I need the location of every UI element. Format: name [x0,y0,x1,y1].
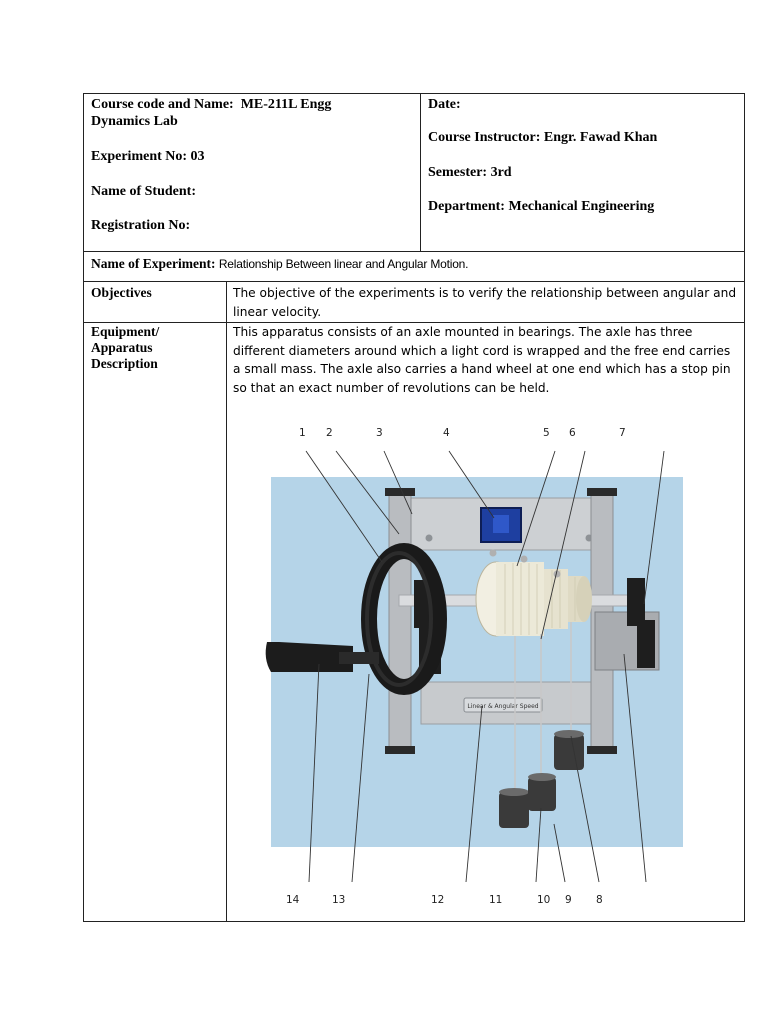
row-divider [84,281,744,282]
right-support-block [637,620,655,668]
callout-6: 6 [569,427,576,439]
student-name-label: Name of Student: [91,184,196,199]
weight-medium [528,773,556,811]
callout-4: 4 [443,427,450,439]
objectives-label: Objectives [91,285,152,300]
callout-13: 13 [332,894,346,906]
header-divider [420,94,421,251]
callout-3: 3 [376,427,383,439]
callout-5: 5 [543,427,550,439]
callout-8: 8 [596,894,603,906]
display-digit [493,515,509,533]
callout-14: 14 [286,894,300,906]
equipment-label: Equipment/ Apparatus Description [91,324,160,371]
weight-small [554,730,584,770]
lab-sheet-table [83,93,745,922]
registration-no-label: Registration No: [91,218,191,233]
left-post [389,492,411,750]
drum-medium [544,569,568,629]
equipment-description: This apparatus consists of an axle mounted in bearings. The axle has three different diameters around which a light cord is wrapped and the free end carries a small mass. The axle also carries a hand wheel at one end which has a stop pin so that an exact number of revolutions can be held. [233,325,731,395]
callout-2: 2 [326,427,333,439]
experiment-name-row [91,255,731,273]
left-post-foot [385,746,415,754]
callout-12: 12 [431,894,445,906]
experiment-name-value: Relationship Between linear and Angular Motion. [218,257,469,271]
callout-11: 11 [489,894,503,906]
date-label: Date: [428,97,461,112]
nameplate-text: Linear & Angular Speed [467,703,539,710]
callout-10: 10 [537,894,551,906]
apparatus-figure [249,414,724,914]
semester: Semester: 3rd [428,165,512,180]
bolt [426,535,433,542]
handle-shaft [339,652,379,664]
left-post-cap [385,488,415,496]
callout-9: 9 [565,894,572,906]
stop-pin [490,550,497,557]
right-post-foot [587,746,617,754]
weight-large [499,788,529,828]
drum-end [576,576,592,622]
experiment-name-label: Name of Experiment: [91,256,216,271]
label-column-divider [226,281,227,922]
row-divider [84,251,744,252]
stop-pin [521,556,528,563]
course-instructor: Course Instructor: Engr. Fawad Khan [428,130,658,145]
right-post-cap [587,488,617,496]
objectives-text: The objective of the experiments is to verify the relationship between angular and linear velocity. [233,286,737,319]
callout-7: 7 [619,427,626,439]
department: Department: Mechanical Engineering [428,199,655,214]
course-code-and-name: Course code and Name: ME-211L Engg Dynamics Lab [91,97,332,129]
callout-1: 1 [299,427,306,439]
right-bearing [627,578,645,626]
experiment-no: Experiment No: 03 [91,149,205,164]
